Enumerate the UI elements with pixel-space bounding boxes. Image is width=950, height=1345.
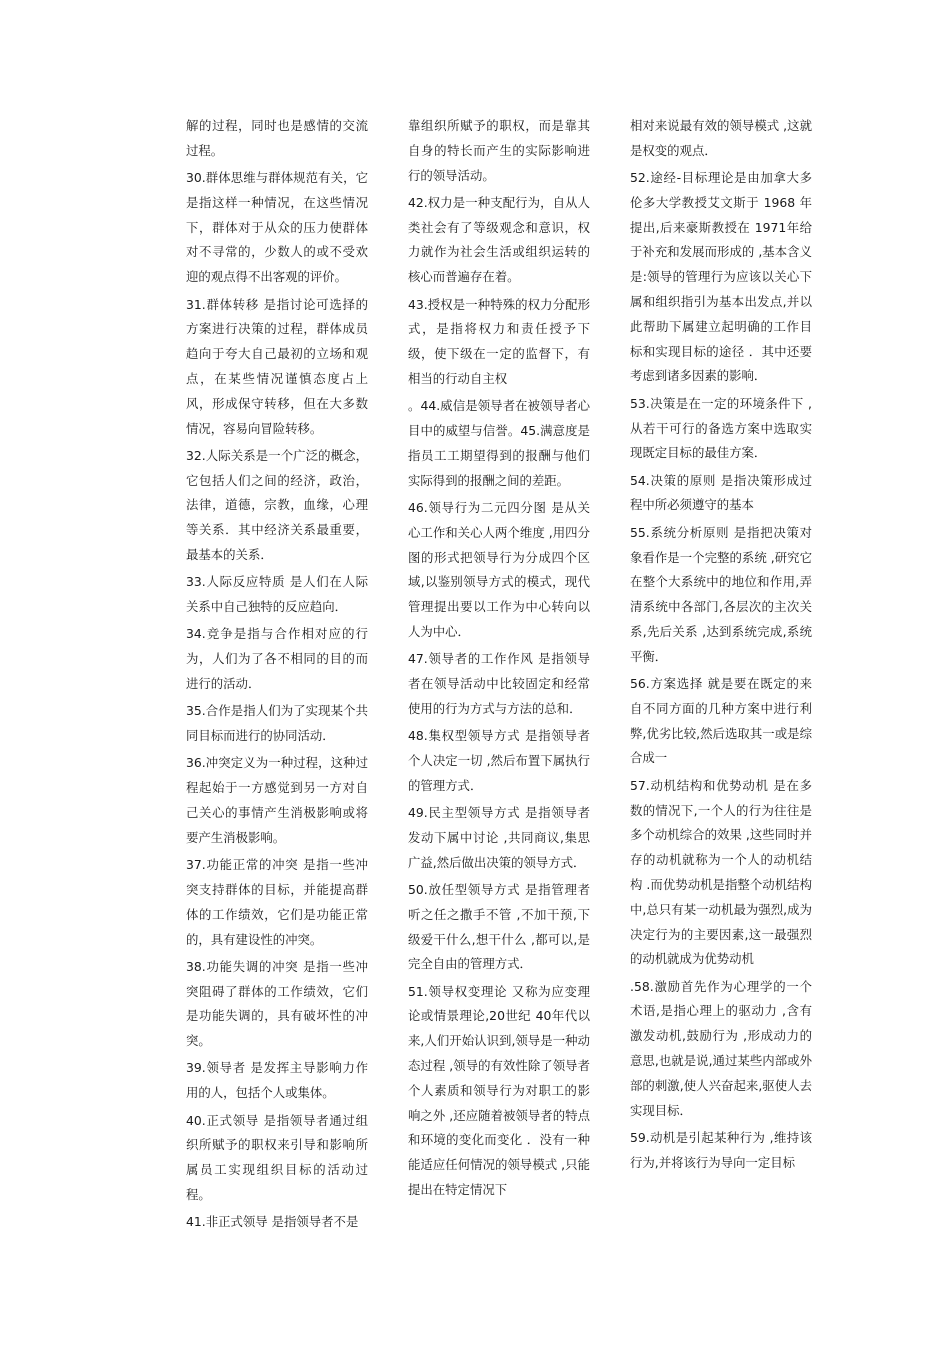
text-column-right bbox=[630, 114, 812, 1178]
paragraph: 46.领导行为二元四分图 是从关心工作和关心人两个维度 ,用四分图的形式把领导行为分成四个区域,以鉴别领导方式的模式，现代管理提出要以工作为中心转向以人为中心． bbox=[408, 499, 590, 639]
paragraph: 57.动机结构和优势动机 是在多数的情况下,一个人的行为往往是多个动机综合的效果 ,这些同时并存的动机就称为一个人的动机结构 .而优势动机是指整个动机结构中,总只有某一动机最为强烈,成为决定行为的主要因素,这一最强烈的动机就成为优势动机 bbox=[630, 777, 812, 967]
paragraph: 36.冲突定义为一种过程，这种过程起始于一方感觉到另一方对自己关心的事情产生消极影响或将要产生消极影响。 bbox=[186, 755, 368, 845]
paragraph: 37.功能正常的冲突 是指一些冲突支持群体的目标，并能提高群体的工作绩效，它们是功能正常的，具有建设性的冲突。 bbox=[186, 857, 368, 947]
paragraph: 。44.威信是领导者在被领导者心目中的威望与信誉。45.满意度是指员工工期望得到的报酬与他们实际得到的报酬之间的差距。 bbox=[408, 398, 590, 488]
paragraph: 32.人际关系是一个广泛的概念，它包括人们之间的经济，政治，法律，道德，宗教，血缘，心理等关系．其中经济关系最重要，最基本的关系． bbox=[186, 447, 368, 563]
paragraph: 相对来说最有效的领导模式 ,这就是权变的观点． bbox=[630, 118, 812, 158]
paragraph: 30.群体思维与群体规范有关，它是指这样一种情况，在这些情况下，群体对于从众的压力使群体对不寻常的，少数人的或不受欢迎的观点得不出客观的评价。 bbox=[186, 170, 368, 285]
paragraph: 38.功能失调的冲突 是指一些冲突阻碍了群体的工作绩效，它们是功能失调的，具有破坏性的冲突。 bbox=[186, 958, 368, 1049]
text-column-middle bbox=[408, 114, 590, 1205]
paragraph: 41.非正式领导 是指领导者不是 bbox=[186, 1214, 359, 1230]
paragraph: 40.正式领导 是指领导者通过组织所赋予的职权来引导和影响所属员工实现组织目标的活动过程。 bbox=[186, 1112, 368, 1202]
text-column-left bbox=[186, 114, 368, 1238]
paragraph: 解的过程，同时也是感情的交流过程。 bbox=[186, 118, 368, 158]
paragraph: 34.竞争是指与合作相对应的行为，人们为了各不相同的目的而进行的活动． bbox=[186, 626, 368, 692]
paragraph: 39.领导者 是发挥主导影响力作用的人，包括个人或集体。 bbox=[186, 1060, 368, 1101]
paragraph: 55.系统分析原则 是指把决策对象看作是一个完整的系统 ,研究它在整个大系统中的地位和作用,弄清系统中各部门,各层次的主次关系,先后关系 ,达到系统完成,系统平衡． bbox=[630, 524, 812, 664]
paragraph: 53.决策是在一定的环境条件下 ,从若干可行的备选方案中选取实现既定目标的最佳方案． bbox=[630, 395, 812, 461]
paragraph: 42.权力是一种支配行为，自从人类社会有了等级观念和意识，权力就作为社会生活或组织运转的核心而普遍存在着。 bbox=[408, 194, 590, 285]
paragraph: 47.领导者的工作作风 是指领导者在领导活动中比较固定和经常使用的行为方式与方法的总和． bbox=[408, 651, 590, 716]
paragraph: 35.合作是指人们为了实现某个共同目标而进行的协同活动． bbox=[186, 703, 368, 744]
paragraph: 52.途经-目标理论是由加拿大多伦多大学教授艾文斯于 1968 年提出,后来豪斯教授在 1971年给于补充和发展而形成的 ,基本含义是:领导的管理行为应该以关心下属和组织指引为基本出发点,并以此帮助下属建立起明确的工作目标和实现目标的途径 ．其中还要考虑到诸多因素的影响． bbox=[630, 170, 812, 384]
paragraph: 33.人际反应特质 是人们在人际关系中自己独特的反应趋向． bbox=[186, 574, 368, 615]
paragraph: 49.民主型领导方式 是指领导者发动下属中讨论 ,共同商议,集思广益,然后做出决策的领导方式． bbox=[408, 805, 590, 870]
paragraph: 50.放任型领导方式 是指管理者听之任之撒手不管 ,不加干预,下级爱干什么,想干什么 ,都可以,是完全自由的管理方式． bbox=[408, 881, 590, 972]
paragraph: 51.领导权变理论 又称为应变理论或情景理论,20世纪 40年代以来,人们开始认识到,领导是一种动态过程 ,领导的有效性除了领导者个人素质和领导行为对职工的影响之外 ,还应随着被领导者的特点和环境的变化而变化 ．没有一种能适应任何情况的领导模式 ,只能提出在特定情况下 bbox=[408, 983, 590, 1197]
paragraph: 靠组织所赋予的职权，而是靠其自身的特长而产生的实际影响进行的领导活动。 bbox=[408, 118, 590, 183]
paragraph: 59.动机是引起某种行为 ,维持该行为,并将该行为导向一定目标 bbox=[630, 1129, 812, 1170]
paragraph: 56.方案选择 就是要在既定的来自不同方面的几种方案中进行利弊,优劣比较,然后选取其一或是综合成一 bbox=[630, 676, 812, 766]
paragraph: .58.激励首先作为心理学的一个术语,是指心理上的驱动力 ,含有激发动机,鼓励行为 ,形成动力的意思,也就是说,通过某些内部或外部的刺激,使人兴奋起来,驱使人去实现目标． bbox=[630, 978, 812, 1118]
paragraph: 43.授权是一种特殊的权力分配形式，是指将权力和责任授予下级，使下级在一定的监督下，有相当的行动自主权 bbox=[408, 296, 590, 386]
paragraph: 48.集权型领导方式 是指领导者个人决定一切 ,然后布置下属执行的管理方式． bbox=[408, 728, 590, 793]
paragraph: 31.群体转移 是指讨论可选择的方案进行决策的过程，群体成员趋向于夸大自己最初的立场和观点，在某些情况谨慎态度占上风，形成保守转移，但在大多数情况，容易向冒险转移。 bbox=[186, 296, 368, 436]
paragraph: 54.决策的原则 是指决策形成过程中所必须遵守的基本 bbox=[630, 472, 812, 513]
